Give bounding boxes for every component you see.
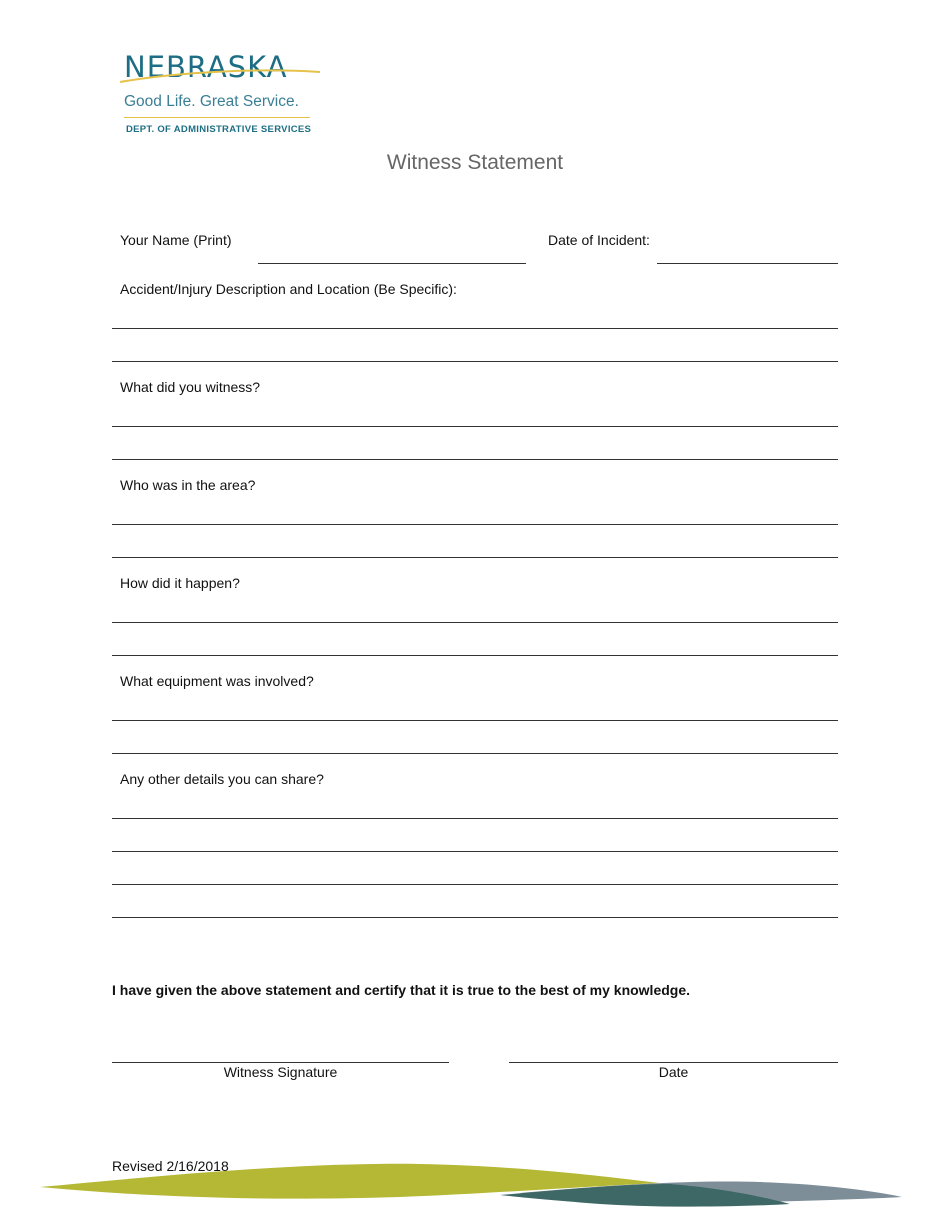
witness-signature-field[interactable] [112, 1062, 449, 1063]
question-label: What equipment was involved? [120, 673, 314, 689]
answer-line[interactable] [112, 459, 838, 460]
logo-divider [124, 117, 310, 118]
answer-line[interactable] [112, 622, 838, 623]
incident-date-label: Date of Incident: [548, 232, 650, 248]
logo-department: DEPT. OF ADMINISTRATIVE SERVICES [126, 124, 312, 135]
question-label: What did you witness? [120, 379, 261, 395]
answer-line[interactable] [112, 328, 838, 329]
revision-date: Revised 2/16/2018 [112, 1158, 229, 1174]
answer-line[interactable] [112, 557, 838, 558]
signature-date-label: Date [658, 1064, 689, 1080]
answer-line[interactable] [112, 426, 838, 427]
answer-line[interactable] [112, 884, 838, 885]
answer-line[interactable] [112, 818, 838, 819]
page-title: Witness Statement [386, 151, 564, 174]
name-field[interactable] [258, 263, 526, 264]
signature-date-field[interactable] [509, 1062, 838, 1063]
logo-wordmark: NEBRASKA [124, 50, 288, 84]
answer-line[interactable] [112, 720, 838, 721]
question-label: Any other details you can share? [120, 771, 324, 787]
question-label: Who was in the area? [120, 477, 256, 493]
logo-tagline: Good Life. Great Service. [124, 93, 299, 110]
name-label: Your Name (Print) [120, 232, 232, 248]
answer-line[interactable] [112, 851, 838, 852]
answer-line[interactable] [112, 361, 838, 362]
certification-statement: I have given the above statement and certify that it is true to the best of my knowledge. [112, 982, 691, 998]
answer-line[interactable] [112, 655, 838, 656]
question-label: How did it happen? [120, 575, 240, 591]
logo-swoosh-icon [118, 58, 328, 88]
witness-signature-label: Witness Signature [223, 1064, 338, 1080]
answer-line[interactable] [112, 917, 838, 918]
question-label: Accident/Injury Description and Location (Be Specific): [120, 281, 457, 297]
answer-line[interactable] [112, 753, 838, 754]
incident-date-field[interactable] [657, 263, 838, 264]
answer-line[interactable] [112, 524, 838, 525]
